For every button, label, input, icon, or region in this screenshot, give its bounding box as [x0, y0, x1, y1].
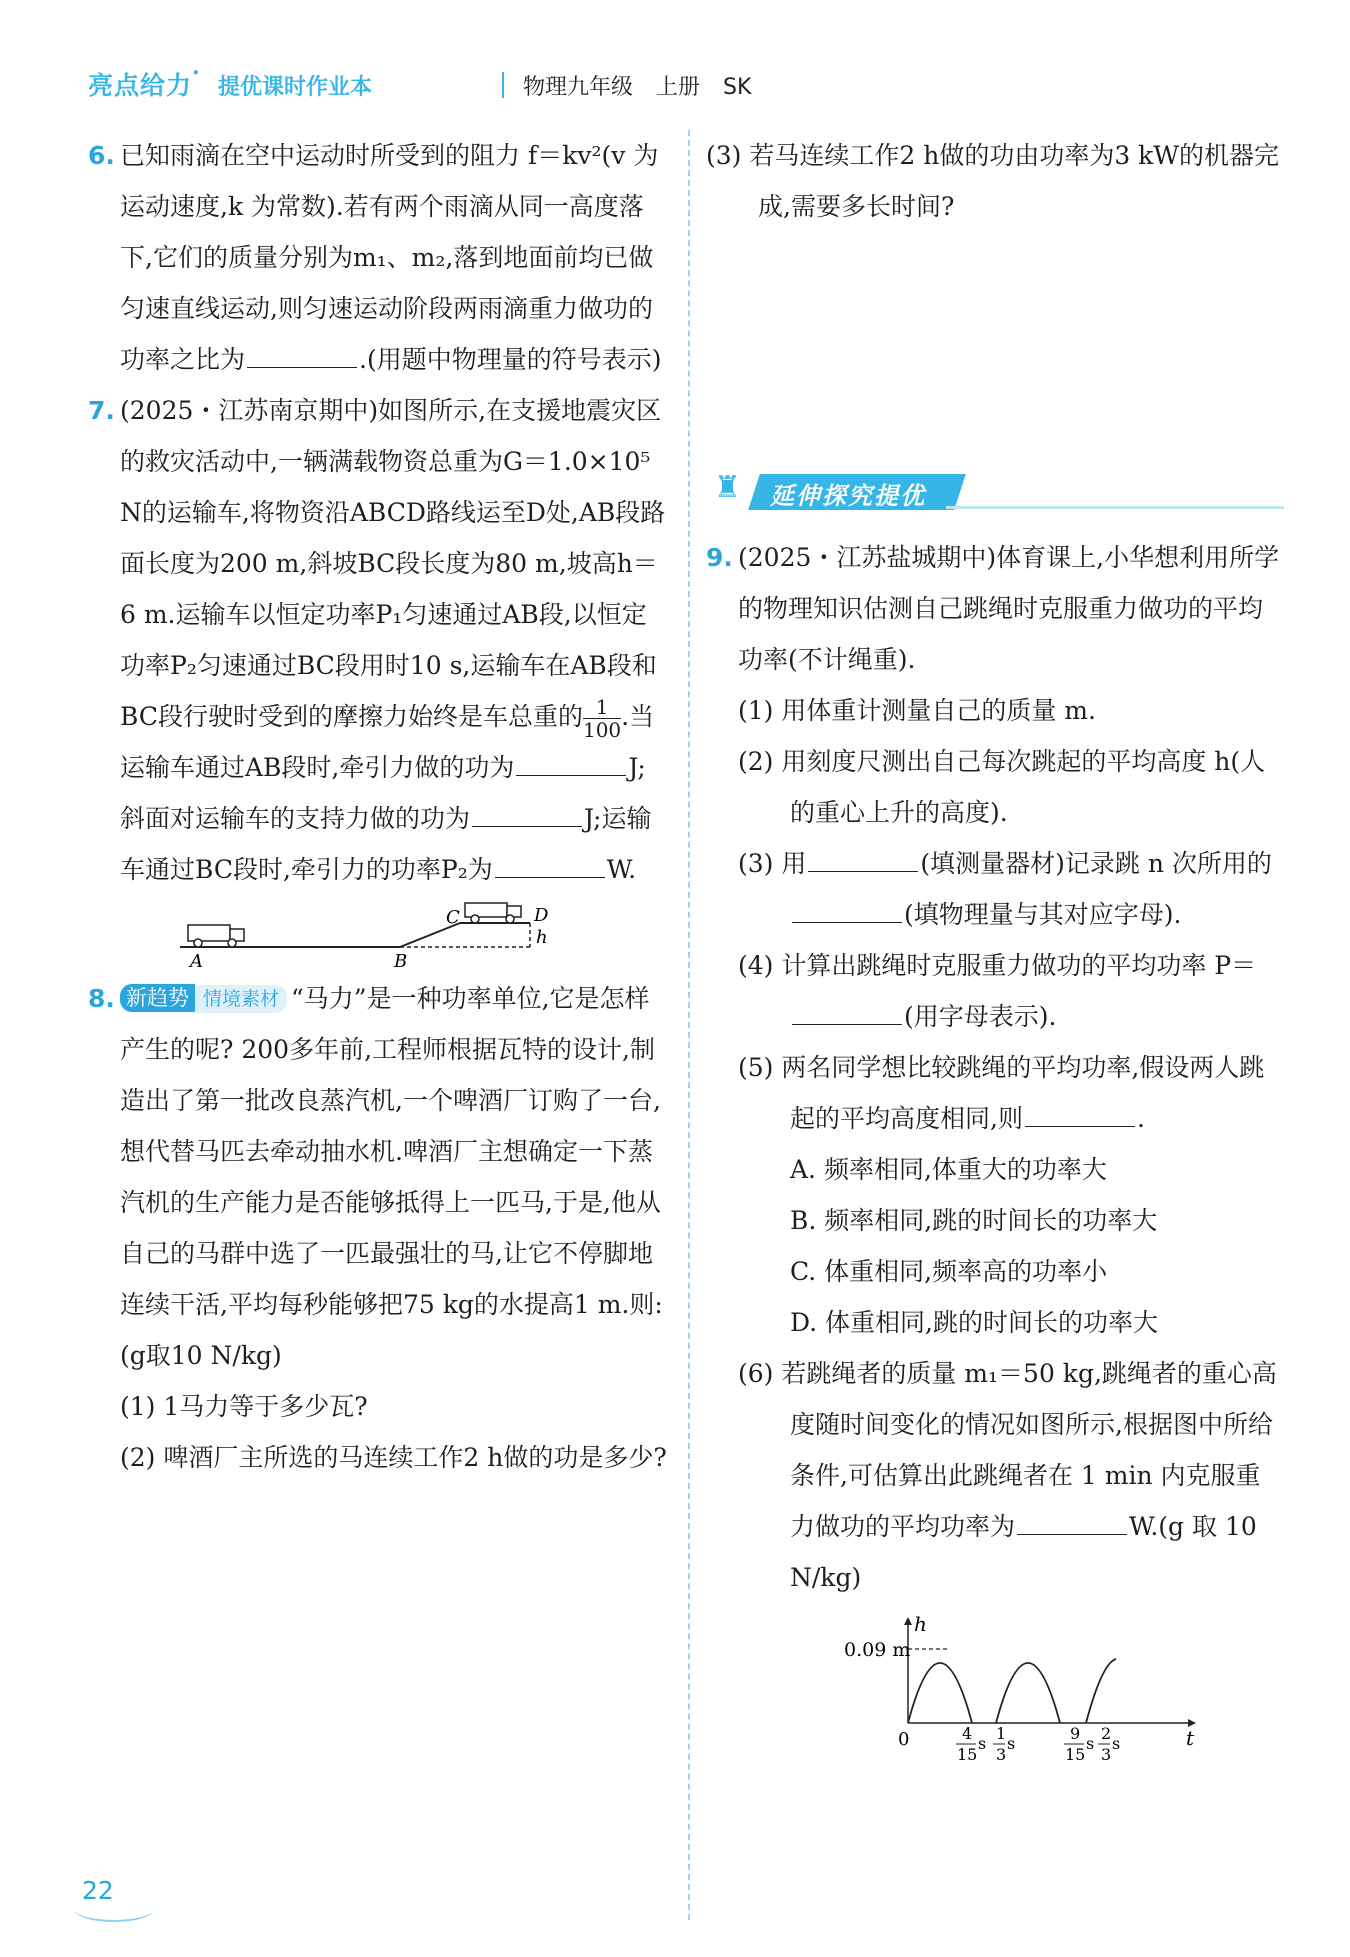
volume: 上册 — [656, 75, 701, 100]
left-column — [88, 130, 668, 1483]
svg-text:s: s — [1112, 1734, 1121, 1753]
truck-icon — [188, 925, 244, 947]
question-text: 新趋势 情境素材 “马力”是一种功率单位,它是怎样产生的呢? 200多年前,工程师根据瓦特的设计,制造出了第一批改良蒸汽机,一个啤酒厂订购了一台,想代替马匹去牵动抽水机.啤酒厂主想确定一下蒸汽机的生产能力是否能够抵得上一匹马,于是,他从自己的马群中选了一匹最强壮的马,让它不停脚地连续干活,平均每秒能够把75 kg的水提高1 m.则:(g取10 N/kg) — [120, 984, 663, 1370]
banner-rule — [946, 506, 1284, 509]
svg-text:3: 3 — [1101, 1745, 1112, 1763]
right-column — [706, 130, 1284, 232]
answer-blank[interactable] — [1017, 1504, 1127, 1535]
context-badge: 情境素材 — [195, 985, 287, 1013]
x-tick-1 — [956, 1724, 986, 1763]
answer-blank[interactable] — [516, 745, 626, 776]
label-d: D — [534, 905, 549, 926]
edition: SK — [723, 75, 752, 100]
x-tick-3 — [1064, 1724, 1094, 1763]
brand-logo: 亮点给力• — [88, 66, 201, 100]
svg-text:s: s — [1086, 1734, 1095, 1753]
label-b: B — [394, 951, 408, 971]
x-tick-2 — [993, 1724, 1015, 1763]
answer-blank[interactable] — [495, 847, 605, 878]
sub-question-1: (1) 用体重计测量自己的质量 m. — [738, 696, 1096, 725]
svg-text:1: 1 — [996, 1724, 1007, 1743]
question-text: 已知雨滴在空中运动时所受到的阻力 f＝kv²(v 为运动速度,k 为常数).若有两个雨滴从同一高度落下,它们的质量分别为m₁、m₂,落到地面前均已做匀速直线运动,则匀速运动阶段两雨滴重力做功的功率之比为 .(用题中物理量的符号表示) — [120, 141, 662, 374]
answer-blank[interactable] — [1025, 1096, 1135, 1127]
question-8-sub-3: (3) 若马连续工作2 h做的功由功率为3 kW的机器完成,需要多长时间? — [706, 141, 1280, 221]
svg-text:9: 9 — [1070, 1724, 1081, 1743]
question-6 — [88, 130, 668, 385]
series-title: 提优课时作业本 — [218, 75, 373, 100]
svg-text:s: s — [1007, 1734, 1016, 1753]
question-7 — [88, 385, 668, 971]
svg-text:2: 2 — [1101, 1724, 1112, 1743]
sub-question-6: (6) 若跳绳者的质量 m₁＝50 kg,跳绳者的重心高度随时间变化的情况如图所示,根据图中所给条件,可估算出此跳绳者在 1 min 内克服重力做功的平均功率为 W.(g 取 10 N/kg) — [738, 1359, 1277, 1592]
x-axis-label: t — [1186, 1726, 1195, 1750]
truck-slope-figure — [180, 901, 600, 971]
sub-question-5: (5) 两名同学想比较跳绳的平均功率,假设两人跳起的平均高度相同,则 . — [738, 1053, 1265, 1133]
header-divider — [502, 72, 504, 98]
book-meta — [523, 70, 751, 101]
banner-title: 延伸探究提优 — [770, 482, 926, 510]
origin-label: 0 — [898, 1729, 910, 1750]
label-a: A — [190, 951, 203, 971]
section-banner — [706, 466, 1284, 512]
sub-question-1: (1) 1马力等于多少瓦? — [120, 1392, 368, 1421]
truck-icon — [465, 903, 521, 923]
sub-question-2: (2) 用刻度尺测出自己每次跳起的平均高度 h(人的重心上升的高度). — [738, 747, 1266, 827]
fraction: $\frac{1}{100}$ — [582, 695, 622, 742]
question-number: 9. — [706, 543, 733, 572]
question-8 — [88, 973, 668, 1483]
question-number: 7. — [88, 396, 115, 425]
sub-question-4: (4) 计算出跳绳时克服重力做功的平均功率 P＝(用字母表示). — [738, 951, 1257, 1031]
svg-text:15: 15 — [957, 1745, 978, 1763]
svg-text:3: 3 — [996, 1745, 1007, 1763]
svg-text:s: s — [978, 1734, 987, 1753]
question-number: 8. — [88, 984, 115, 1013]
trend-badge: 新趋势 — [120, 984, 195, 1012]
question-number: 6. — [88, 141, 115, 170]
x-tick-4 — [1098, 1724, 1120, 1763]
question-text: (2025・江苏南京期中)如图所示,在支援地震灾区的救灾活动中,一辆满载物资总重为G＝1.0×10⁵ N的运输车,将物资沿ABCD路线运至D处,AB段路面长度为200 m,斜坡BC段长度为80 m,坡高h＝6 m.运输车以恒定功率P₁匀速通过AB段,以恒定功率P₂匀速通过BC段用时10 s,运输车在AB段和BC段行驶时受到的摩擦力始终是车总重的 $\frac{1}{100}$ .当运输车通过AB段时,牵引力做的功为 J;斜面对运输车的支持力做的功为 J;运输车通过BC段时,牵引力的功率P₂为 W. — [120, 396, 666, 884]
question-9 — [706, 532, 1284, 1763]
answer-blank[interactable] — [792, 994, 902, 1025]
page-number-swoosh — [74, 1896, 154, 1922]
option-d[interactable]: D. 体重相同,跳的时间长的功率大 — [790, 1308, 1158, 1337]
page-header — [88, 66, 1278, 106]
answer-blank[interactable] — [247, 337, 357, 368]
option-b[interactable]: B. 频率相同,跳的时间长的功率大 — [790, 1206, 1158, 1235]
y-axis-label: h — [914, 1613, 927, 1636]
label-c: C — [446, 907, 460, 928]
answer-blank[interactable] — [792, 892, 902, 923]
subject: 物理九年级 — [523, 75, 634, 100]
trophy-icon: ♜ — [714, 470, 741, 505]
sub-question-2: (2) 啤酒厂主所选的马连续工作2 h做的功是多少? — [120, 1443, 667, 1472]
page-number: 22 — [82, 1876, 114, 1905]
answer-blank[interactable] — [808, 841, 918, 872]
sub-question-3: (3) 用 (填测量器材)记录跳 n 次所用的(填物理量与其对应字母). — [738, 838, 1284, 940]
option-a[interactable]: A. 频率相同,体重大的功率大 — [790, 1155, 1107, 1184]
answer-blank[interactable] — [472, 796, 582, 827]
column-divider — [688, 130, 690, 1920]
height-time-graph — [798, 1613, 1198, 1763]
svg-text:15: 15 — [1065, 1745, 1086, 1763]
right-column-lower — [706, 532, 1284, 1763]
y-tick-label: 0.09 m — [844, 1639, 911, 1661]
option-c[interactable]: C. 体重相同,频率高的功率小 — [790, 1257, 1108, 1286]
question-text: (2025・江苏盐城期中)体育课上,小华想利用所学的物理知识估测自己跳绳时克服重力做功的平均功率(不计绳重). — [738, 543, 1280, 674]
svg-text:4: 4 — [962, 1724, 973, 1743]
label-h: h — [536, 927, 548, 948]
